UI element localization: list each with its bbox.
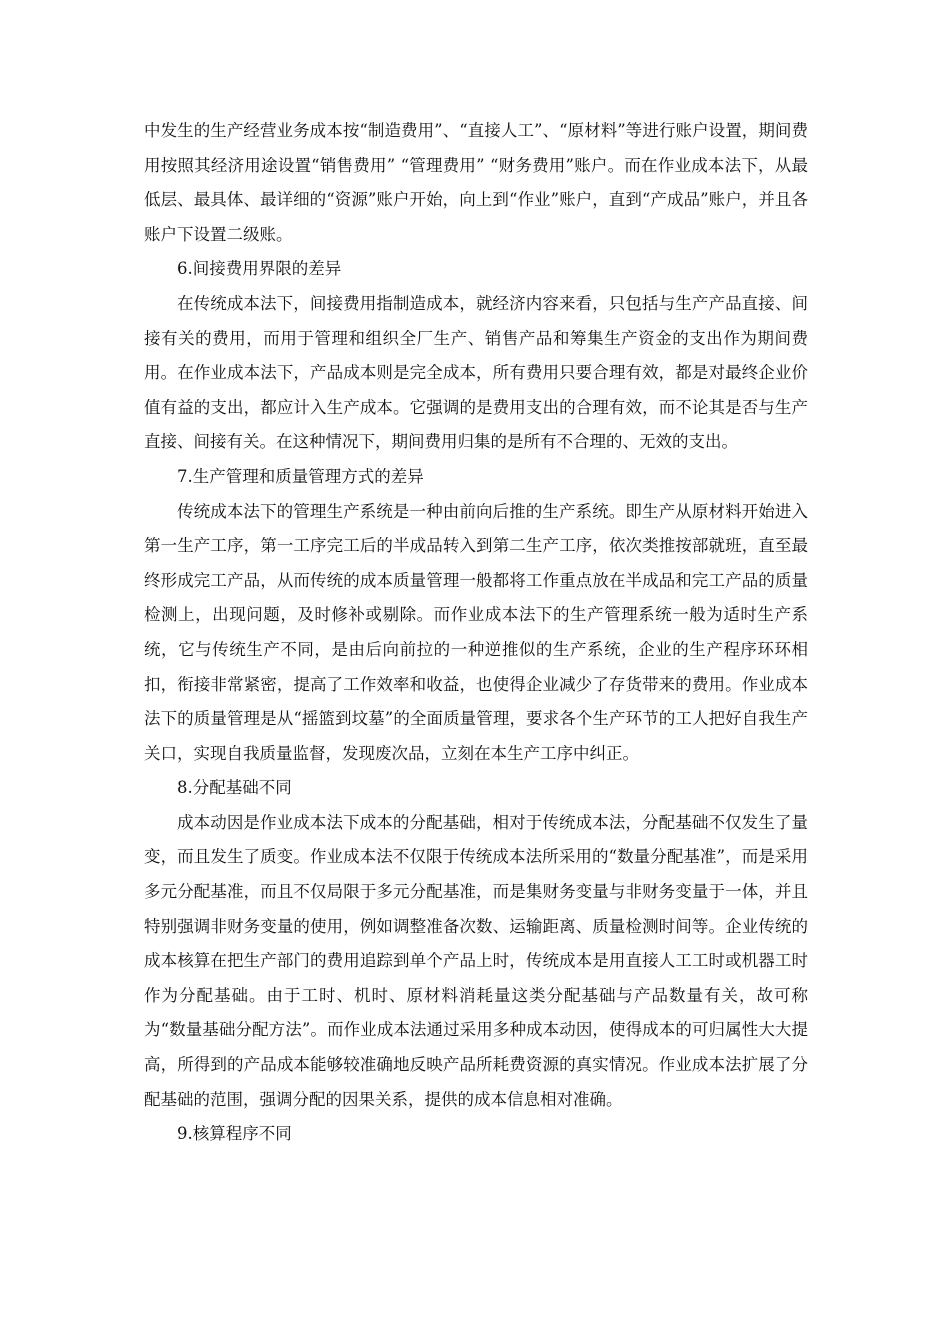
paragraph-allocation-basis: 成本动因是作业成本法下成本的分配基础，相对于传统成本法，分配基础不仅发生了量变，而且发生了质变。作业成本法不仅限于传统成本法所采用的“数量分配基准”，而是采用多元分配基准，而且不仅局限于多元分配基准，而是集财务变量与非财务变量于一体，并且特别强调非财务变量的使用，例如调整准备次数、运输距离、质量检测时间等。企业传统的成本核算在把生产部门的费用追踪到单个产品上时，传统成本是用直接人工工时或机器工时作为分配基础。由于工时、机时、原材料消耗量这类分配基础与产品数量有关，故可称为“数量基础分配方法”。而作业成本法通过采用多种成本动因，使得成本的可归属性大大提高，所得到的产品成本能够较准确地反映产品所耗费资源的真实情况。作业成本法扩展了分配基础的范围，强调分配的因果关系，提供的成本信息相对准确。: [144, 812, 808, 1109]
heading-indirect-cost-boundary: 6.间接费用界限的差异: [177, 259, 342, 279]
paragraph-account-setup: 中发生的生产经营业务成本按“制造费用”、“直接人工”、“原材料”等进行账户设置，期间费用按照其经济用途设置“销售费用” “管理费用” “财务费用”账户。而在作业成本法下，从最低层、最具体、最详细的“资源”账户开始，向上到“作业”账户，直到“产成品”账户，并且各账户下设置二级账。: [144, 121, 808, 244]
document-body: [144, 114, 808, 1152]
heading-allocation-basis: 8.分配基础不同: [177, 778, 292, 798]
paragraph-indirect-cost-boundary: 在传统成本法下，间接费用指制造成本，就经济内容来看，只包括与生产产品直接、间接有关的费用，而用于管理和组织全厂生产、销售产品和筹集生产资金的支出作为期间费用。在作业成本法下，产品成本则是完全成本，所有费用只要合理有效，都是对最终企业价值有益的支出，都应计入生产成本。它强调的是费用支出的合理有效，而不论其是否与生产直接、间接有关。在这种情况下，期间费用归集的是所有不合理的、无效的支出。: [144, 293, 808, 452]
heading-production-quality-management: 7.生产管理和质量管理方式的差异: [177, 466, 424, 486]
heading-accounting-procedure: 9.核算程序不同: [177, 1124, 292, 1144]
paragraph-production-quality-management: 传统成本法下的管理生产系统是一种由前向后推的生产系统。即生产从原材料开始进入第一生产工序，第一工序完工后的半成品转入到第二生产工序，依次类推按部就班，直至最终形成完工产品，从而传统的成本质量管理一般都将工作重点放在半成品和完工产品的质量检测上，出现问题，及时修补或剔除。而作业成本法下的生产管理系统一般为适时生产系统，它与传统生产不同，是由后向前拉的一种逆推似的生产系统，企业的生产程序环环相扣，衔接非常紧密，提高了工作效率和收益，也使得企业减少了存货带来的费用。作业成本法下的质量管理是从“摇篮到坟墓”的全面质量管理，要求各个生产环节的工人把好自我生产关口，实现自我质量监督，发现废次品，立刻在本生产工序中纠正。: [144, 501, 808, 763]
